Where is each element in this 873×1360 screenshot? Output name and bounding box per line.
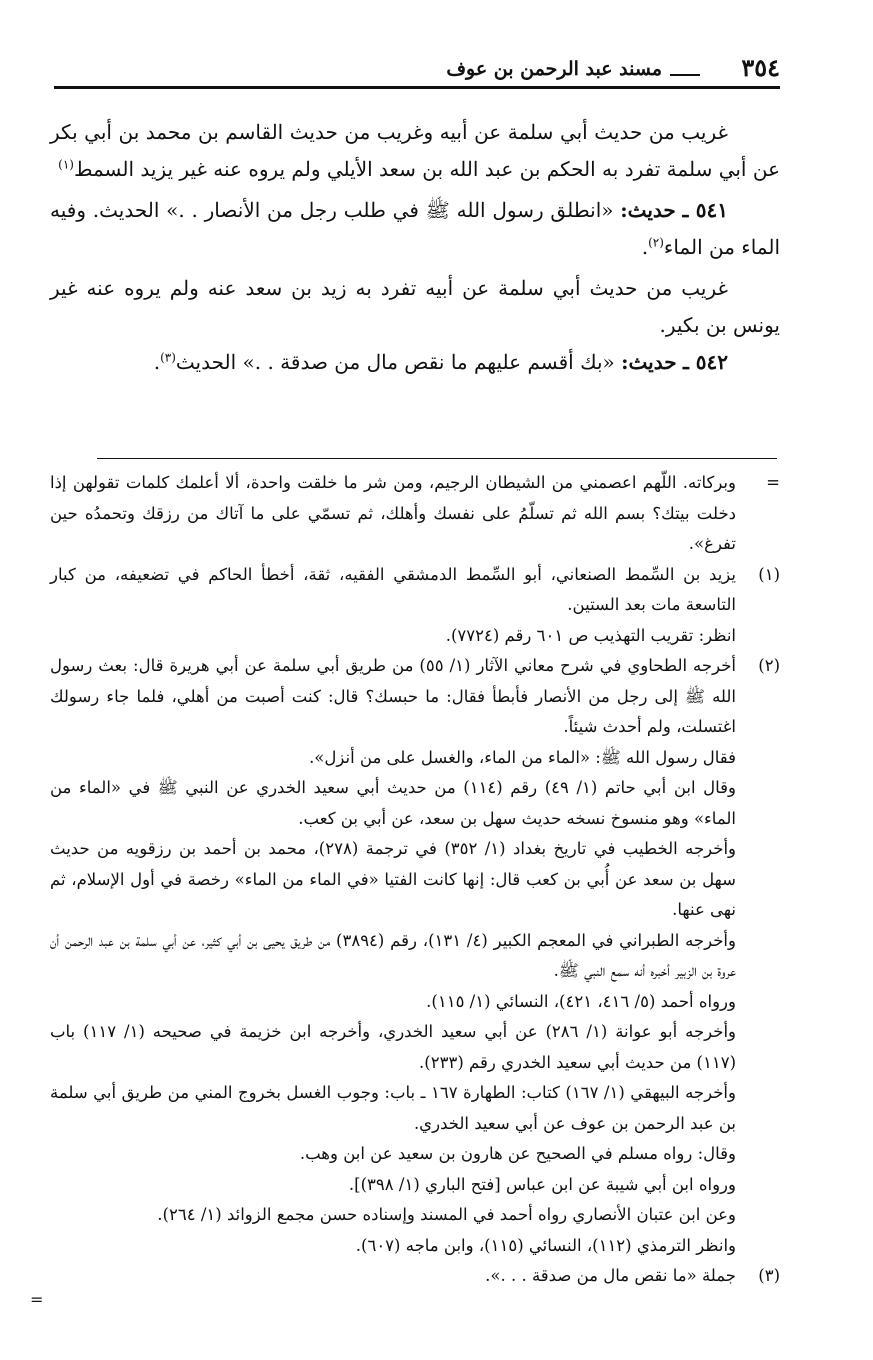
hadith-542-text: «بك أقسم عليهم ما نقص مال من صدقة . .» الحديث: [175, 350, 615, 374]
footnote-separator: [97, 458, 777, 459]
hadith-541-text: «انطلق رسول الله ﷺ في طلب رجل من الأنصار . .» الحديث. وفيه الماء من الماء: [50, 198, 780, 259]
footnote-2-line: فقال رسول الله ﷺ: «الماء من الماء، والغسل على من أنزل».: [309, 747, 736, 767]
footnote-2-line: وأخرجه البيهقي (١/ ١٦٧) كتاب: الطهارة ١٦٧ ـ باب: وجوب الغسل بخروج المني من طريق أبي سلمة بن عبد الرحمن بن عوف عن أبي سعيد الخدري.: [50, 1083, 736, 1133]
footnote-2-line: وانظر الترمذي (١١٢)، النسائي (١١٥)، وابن ماجه (٦٠٧).: [355, 1235, 736, 1255]
footnote-2-line: أخرجه الطحاوي في شرح معاني الآثار (١/ ٥٥) من طريق أبي سلمة عن أبي هريرة قال: بعث رسول الله ﷺ إلى رجل من الأنصار فأبطأ فقال: ما حبسك؟ قال: كنت أصبت من أهلي، فلما جاء رسولك اغتسلت، ولم أحدث شيئاً.: [50, 656, 736, 736]
footnote-2-line: ورواه أحمد (٥/ ٤١٦، ٤٢١)، النسائي (١/ ١١٥).: [426, 991, 736, 1011]
hadith-541-label: حديث:: [620, 198, 676, 222]
hadith-541-number: ٥٤١ ـ: [682, 198, 729, 222]
paragraph-1-text: غريب من حديث أبي سلمة عن أبيه وغريب من حديث القاسم بن محمد بن أبي بكر عن أبي سلمة تفرد به الحكم بن عبد الله بن سعد الأيلي ولم يروه عنه غير يزيد السمط: [50, 120, 780, 181]
page-number: ٣٥٤: [741, 53, 780, 82]
continued-mark: =: [30, 1290, 44, 1309]
footnote-ref-1: (١): [58, 157, 74, 172]
hadith-542-number: ٥٤٢ ـ: [682, 350, 728, 374]
footnote-1-line: انظر: تقريب التهذيب ص ٦٠١ رقم (٧٧٢٤).: [445, 625, 736, 645]
header-rule: [54, 86, 780, 89]
footnote-2-mark: (٢): [758, 656, 780, 675]
footnote-ref-3: (٣): [160, 350, 176, 365]
header-dash: [670, 74, 700, 76]
footnote-2-line: ورواه ابن أبي شيبة عن ابن عباس [فتح الباري (١/ ٣٩٨)].: [348, 1174, 736, 1194]
footnote-2: [50, 651, 780, 1261]
footnote-2-line: وعن ابن عتبان الأنصاري رواه أحمد في المسند وإسناده حسن مجمع الزوائد (١/ ٢٦٤).: [157, 1205, 736, 1224]
header-title: مسند عبد الرحمن بن عوف: [446, 58, 662, 80]
footnote-2-line: وأخرجه الطبراني في المعجم الكبير (٤/ ١٣١)، رقم (٣٨٩٤) من طريق يحيى بن أبي كثير، عن أبي سلمة بن عبد الرحمن أن عروة بن الزبير أخبره أنه سمع النبي ﷺ.: [50, 930, 736, 980]
hadith-542: ٥٤٢ ـ حديث: «بك أقسم عليهم ما نقص مال من صدقة . .» الحديث$^{(٣)}$.: [153, 350, 728, 374]
footnote-3: [50, 1261, 780, 1292]
footnote-2-line: وقال ابن أبي حاتم (١/ ٤٩) رقم (١١٤) من حديث أبي سعيد الخدري عن النبي ﷺ في «الماء من الماء» وهو منسوخ نسخه حديث سهل بن سعد، عن أبي بن كعب.: [50, 778, 736, 828]
footnote-1: [50, 560, 780, 652]
footnote-3-mark: (٣): [758, 1266, 780, 1285]
footnote-2-line: وقال: رواه مسلم في الصحيح عن هارون بن سعيد عن ابن وهب.: [299, 1144, 736, 1163]
footnote-1-line: يزيد بن السِّمط الصنعاني، أبو السِّمط الدمشقي الفقيه، ثقة، أخطأ الحاكم في تضعيفه، من كبار التاسعة مات بعد الستين.: [50, 564, 736, 614]
paragraph-2: غريب من حديث أبي سلمة عن أبيه تفرد به زيد بن سعد عنه ولم يروه عنه غير يونس بن بكير.: [50, 276, 780, 337]
footnote-ref-2: (٢): [648, 235, 664, 250]
footnote-3-line: جملة «ما نقص مال من صدقة . . .».: [485, 1266, 736, 1285]
footnote-2-line: وأخرجه الخطيب في تاريخ بغداد (١/ ٣٥٢) في ترجمة (٢٧٨)، محمد بن أحمد بن رزقويه من حديث سهل بن سعد عن أُبي بن كعب قال: إنها كانت الفتيا «في الماء من الماء» رخصة في أول الإسلام، ثم نهى عنها.: [50, 839, 736, 919]
footnote-2-line: وأخرجه أبو عوانة (١/ ٢٨٦) عن أبي سعيد الخدري، وأخرجه ابن خزيمة في صحيحه (١/ ١١٧) باب (١١٧) من حديث أبي سعيد الخدري رقم (٢٣٣).: [50, 1022, 736, 1072]
continuation-text: وبركاته. اللّهم اعصمني من الشيطان الرجيم، ومن شر ما خلقت واحدة، ألا أعلمك كلمات تقولهن إذا دخلت بيتك؟ بسم الله ثم تسلّمُ على نفسك وأهلك، ثم تسمّي على ما آتاك من رزقك وتحمدُه حين تفرغ».: [50, 473, 736, 553]
running-header: [54, 52, 780, 92]
footnote-1-mark: (١): [758, 564, 780, 584]
hadith-542-label: حديث:: [621, 350, 677, 374]
paragraph-1: [50, 114, 780, 188]
footnotes: [50, 468, 780, 1292]
hadith-541: ٥٤١ ـ حديث: «انطلق رسول الله ﷺ في طلب رجل من الأنصار . .» الحديث. وفيه الماء من الماء$^{(٢)}$.: [50, 198, 780, 259]
continuation-mark: =: [766, 473, 780, 492]
main-text: [50, 114, 780, 381]
footnote-continuation: [50, 468, 780, 560]
